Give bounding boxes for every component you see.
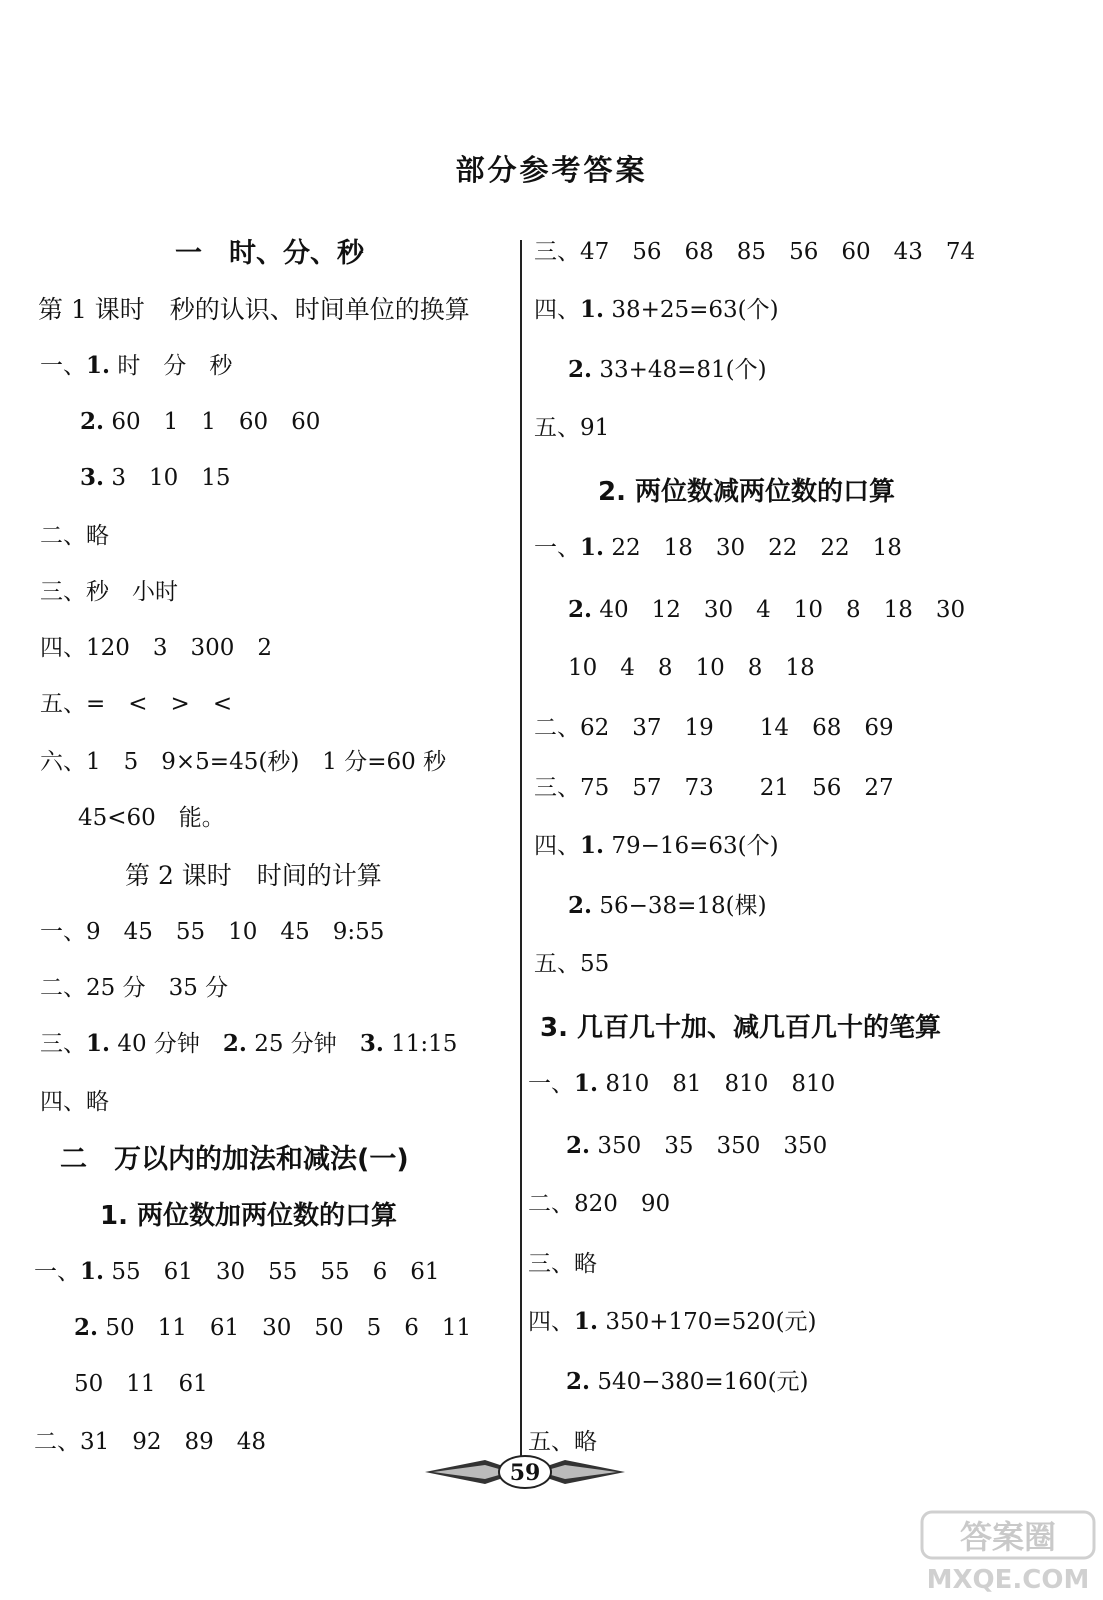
answer-text: 二、62 37 19 14 68 69 — [534, 715, 894, 741]
answer-text: 22 18 30 22 22 18 — [604, 535, 902, 561]
answer-line — [534, 774, 894, 802]
answer-text: 45<60 能。 — [78, 805, 225, 831]
answer-text: 二、25 分 35 分 — [40, 975, 229, 1001]
chapter-heading: 二 万以内的加法和减法(一) — [60, 1144, 409, 1175]
answer-text: 50 11 61 — [74, 1371, 208, 1397]
answer-line — [74, 1370, 208, 1398]
section-heading: 2. 两位数减两位数的口算 — [598, 477, 896, 507]
section-heading: 1. 两位数加两位数的口算 — [100, 1201, 398, 1231]
answer-line — [528, 1070, 835, 1098]
answer-line — [528, 1250, 597, 1278]
answer-line — [34, 1258, 440, 1286]
section-heading: 3. 几百几十加、减几百几十的笔算 — [540, 1013, 942, 1043]
answer-line — [40, 1030, 457, 1058]
answer-text: 3 10 15 — [104, 465, 231, 491]
answer-text: 一、9 45 55 10 45 9:55 — [40, 919, 385, 945]
answer-line — [40, 634, 272, 662]
question-number: 1. — [574, 1070, 599, 1097]
answer-text: 五、略 — [528, 1429, 597, 1455]
answer-line — [534, 296, 779, 324]
answer-text: 一、 — [528, 1071, 574, 1097]
answer-text: 11:15 — [383, 1031, 458, 1057]
question-number: 1. — [574, 1308, 599, 1335]
page-number-badge — [425, 1454, 625, 1490]
answer-text: 时 分 秒 — [110, 353, 233, 379]
answer-text: 33+48=81(个) — [592, 357, 767, 383]
svg-text:MXQE.COM: MXQE.COM — [926, 1565, 1090, 1595]
answer-line — [78, 804, 225, 832]
question-number: 2. — [568, 892, 593, 919]
answer-text: 350+170=520(元) — [598, 1309, 817, 1335]
answer-line — [568, 654, 815, 682]
chapter-heading: 一 时、分、秒 — [175, 238, 364, 269]
answer-line — [528, 1428, 597, 1456]
answer-text: 四、120 3 300 2 — [40, 635, 273, 661]
answer-text: 四、 — [528, 1309, 574, 1335]
answer-line — [534, 832, 779, 860]
answer-text: 350 35 350 350 — [590, 1133, 828, 1159]
answer-line — [534, 414, 609, 442]
answer-text: 50 11 61 30 50 5 6 11 — [98, 1315, 472, 1341]
question-number: 2. — [568, 356, 593, 383]
answer-text: 三、75 57 73 21 56 27 — [534, 775, 894, 801]
answer-text: 二、820 90 — [528, 1191, 671, 1217]
question-number: 1. — [580, 832, 605, 859]
answer-line — [534, 950, 609, 978]
answer-line — [40, 748, 446, 776]
answer-line — [40, 918, 384, 946]
answer-line — [568, 892, 767, 920]
answer-text: 55 61 30 55 55 6 61 — [104, 1259, 440, 1285]
question-number: 3. — [359, 1030, 384, 1057]
answer-line — [568, 356, 767, 384]
question-number: 1. — [86, 352, 111, 379]
svg-text:答案圈: 答案圈 — [959, 1518, 1057, 1556]
question-number: 3. — [80, 464, 105, 491]
answer-text: 五、= < > < — [40, 691, 233, 717]
answer-line — [566, 1132, 827, 1160]
lesson-heading: 第 2 课时 时间的计算 — [125, 861, 382, 890]
answer-text: 40 12 30 4 10 8 18 30 — [592, 597, 966, 623]
answer-text: 二、31 92 89 48 — [34, 1429, 267, 1455]
answer-text: 10 4 8 10 8 18 — [568, 655, 815, 681]
answer-line — [534, 238, 975, 266]
question-number: 1. — [86, 1030, 111, 1057]
column-divider — [520, 240, 522, 1480]
question-number: 1. — [580, 534, 605, 561]
answer-text: 540−380=160(元) — [590, 1369, 809, 1395]
answer-text: 810 81 810 810 — [598, 1071, 836, 1097]
question-number: 2. — [566, 1368, 591, 1395]
page-title: 部分参考答案 — [455, 153, 648, 187]
answer-text: 三、略 — [528, 1251, 597, 1277]
answer-text: 五、55 — [534, 951, 610, 977]
answer-text: 40 分钟 — [110, 1031, 223, 1057]
answer-text: 四、 — [534, 297, 580, 323]
answer-text: 三、47 56 68 85 56 60 43 74 — [534, 239, 976, 265]
answer-line — [566, 1368, 809, 1396]
answer-text: 三、 — [40, 1031, 86, 1057]
answer-text: 四、 — [534, 833, 580, 859]
answer-text: 三、秒 小时 — [40, 579, 178, 605]
answer-line — [80, 408, 320, 436]
lesson-heading: 第 1 课时 秒的认识、时间单位的换算 — [38, 295, 470, 324]
answer-line — [74, 1314, 471, 1342]
question-number: 1. — [580, 296, 605, 323]
question-number: 2. — [80, 408, 105, 435]
answer-line — [40, 974, 228, 1002]
answer-line — [528, 1308, 817, 1336]
page-number: 59 — [509, 1460, 541, 1486]
answer-line — [568, 596, 965, 624]
question-number: 2. — [568, 596, 593, 623]
answer-line — [40, 690, 232, 718]
watermark-logo — [918, 1506, 1098, 1596]
question-number: 2. — [566, 1132, 591, 1159]
answer-line — [534, 534, 902, 562]
answer-line — [40, 578, 178, 606]
answer-text: 四、略 — [40, 1089, 109, 1115]
answer-text: 二、略 — [40, 523, 109, 549]
answer-text: 60 1 1 60 60 — [104, 409, 321, 435]
answer-line — [80, 464, 231, 492]
answer-text: 25 分钟 — [246, 1031, 360, 1057]
answer-text: 一、 — [34, 1259, 80, 1285]
answer-line — [528, 1190, 670, 1218]
answer-text: 56−38=18(棵) — [592, 893, 767, 919]
answer-text: 一、 — [40, 353, 86, 379]
answer-line — [40, 352, 232, 380]
question-number: 1. — [80, 1258, 105, 1285]
question-number: 2. — [222, 1030, 247, 1057]
question-number: 2. — [74, 1314, 99, 1341]
answer-line — [40, 1088, 109, 1116]
answer-line — [40, 522, 109, 550]
answer-text: 一、 — [534, 535, 580, 561]
answer-text: 五、91 — [534, 415, 610, 441]
answer-line — [534, 714, 894, 742]
answer-text: 六、1 5 9×5=45(秒) 1 分=60 秒 — [40, 749, 447, 775]
answer-text: 38+25=63(个) — [604, 297, 779, 323]
answer-text: 79−16=63(个) — [604, 833, 779, 859]
answer-line — [34, 1428, 266, 1456]
